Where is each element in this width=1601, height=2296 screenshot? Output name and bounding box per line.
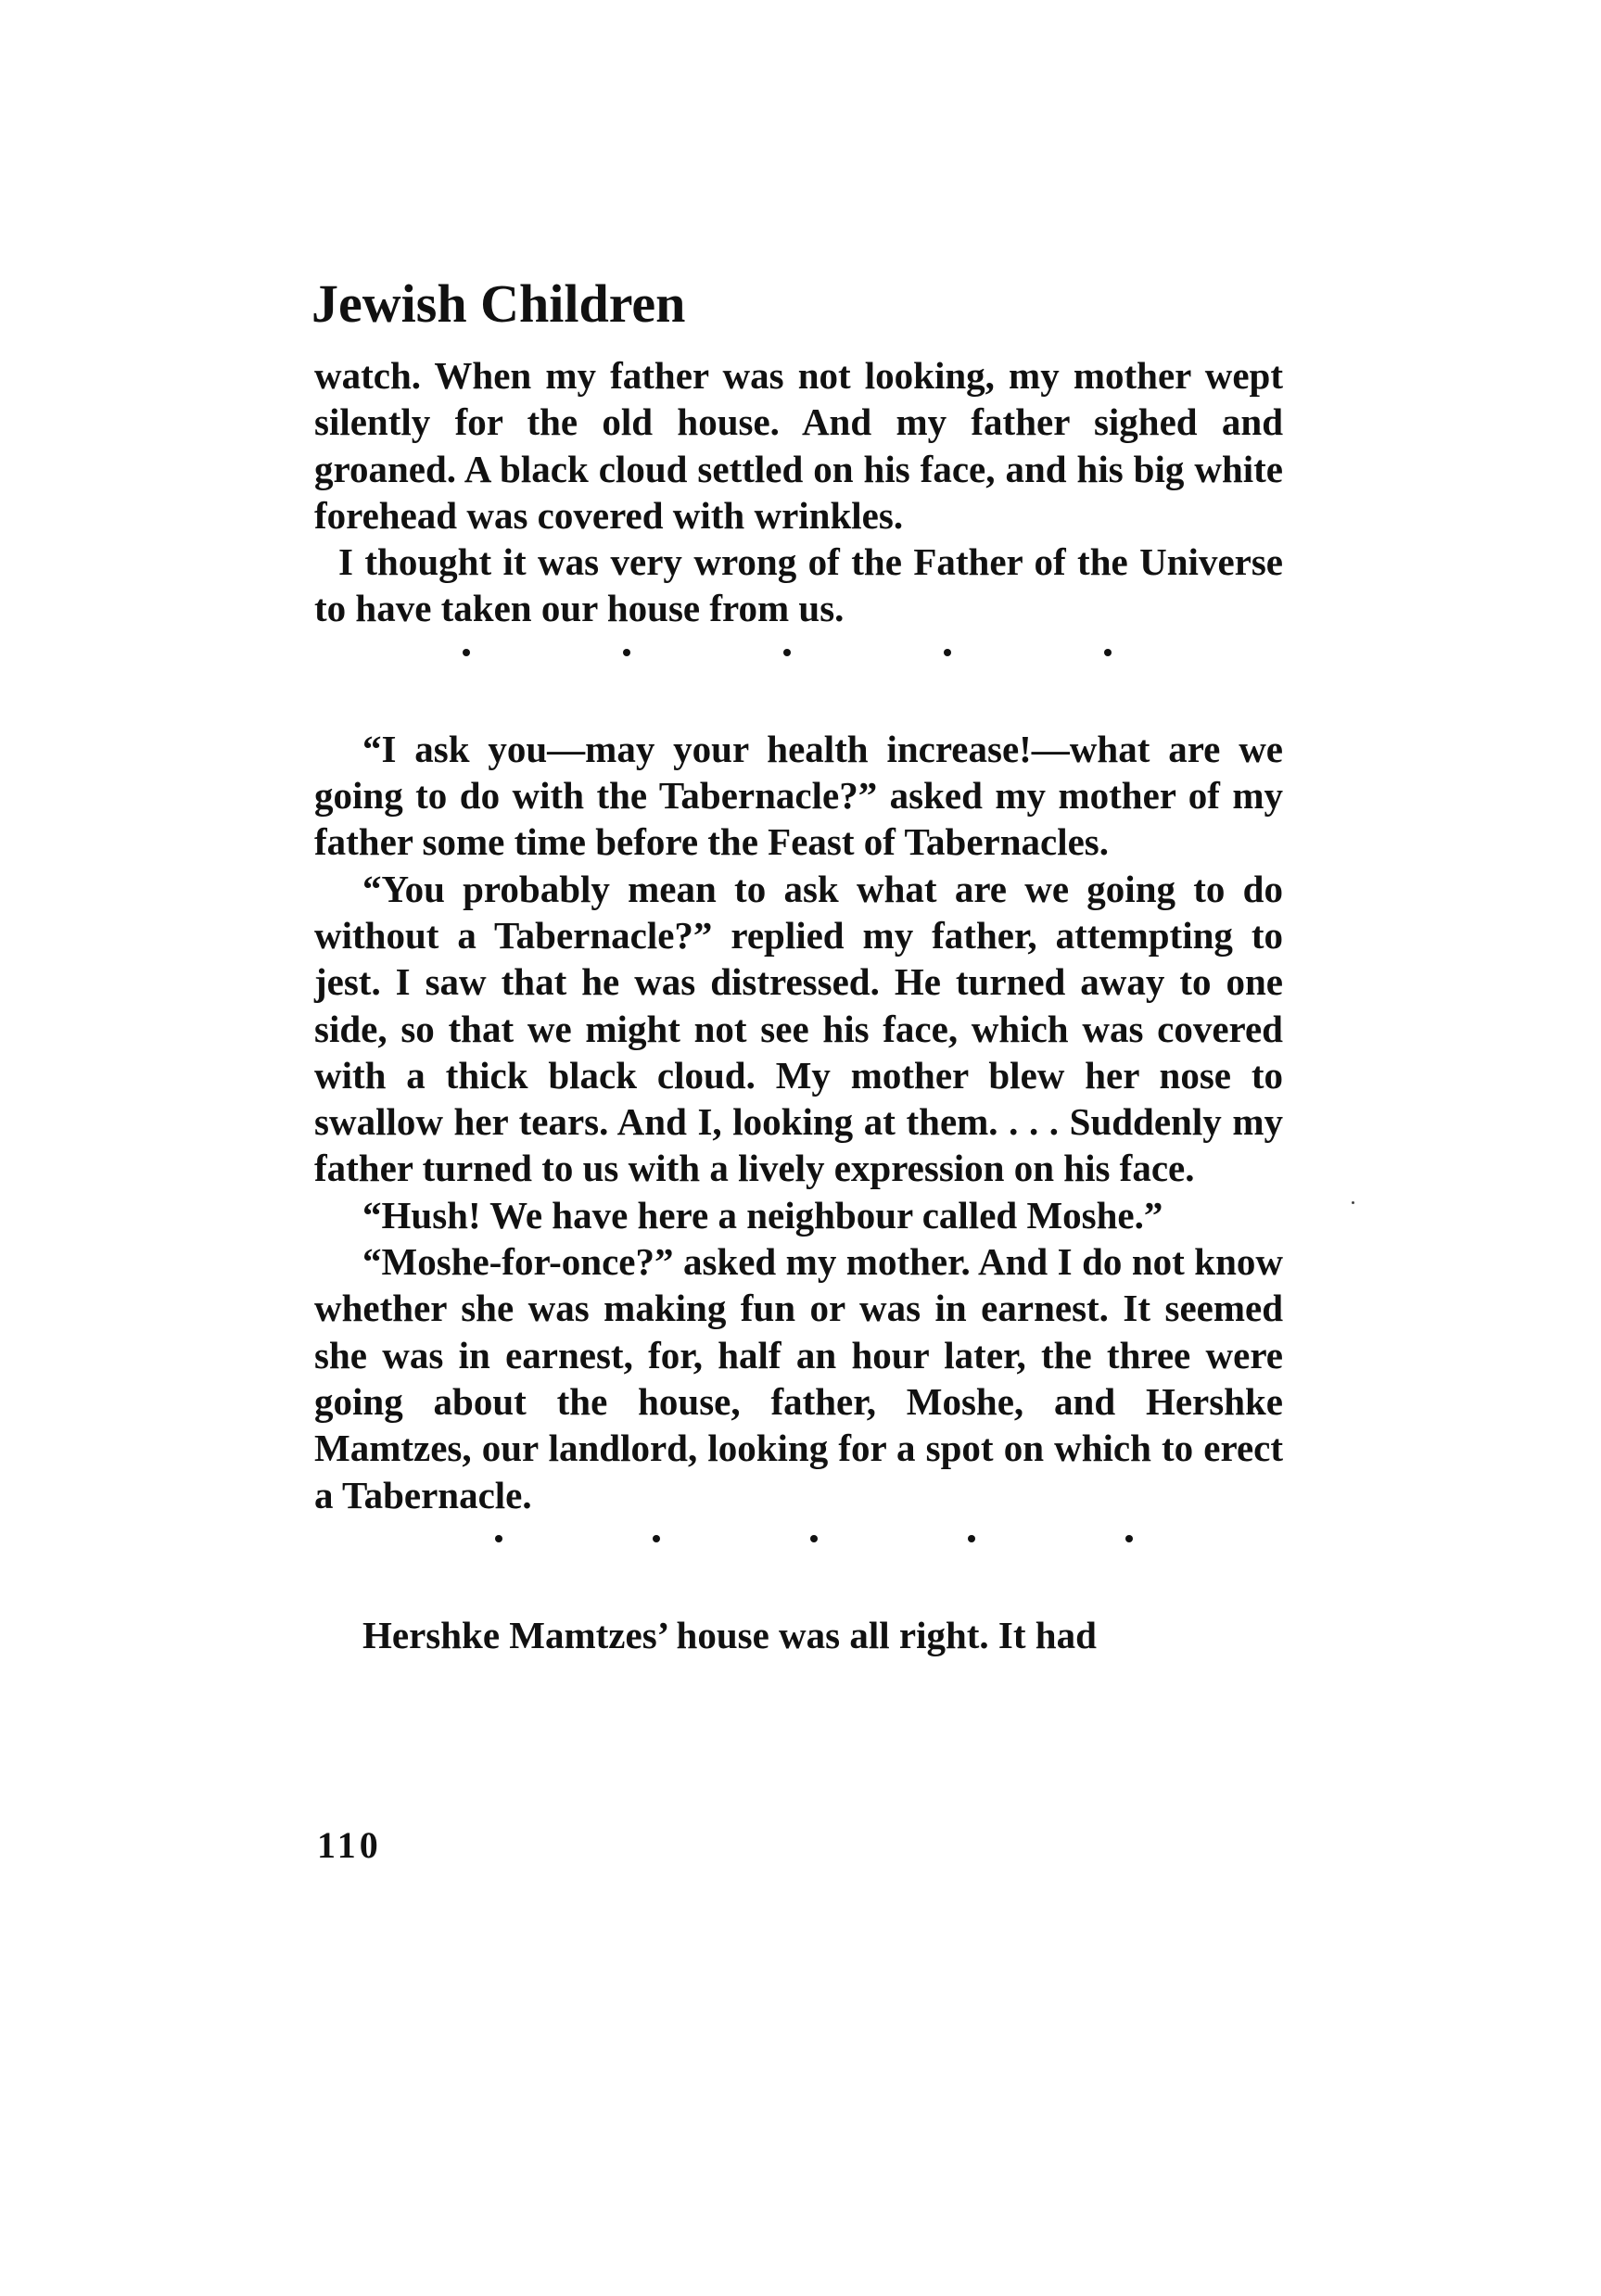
section-break-dot xyxy=(653,1535,660,1542)
paragraph: “You probably mean to ask what are we going to do without a Tabernacle?” replied my father, attempting to jest. I saw that he was distressed. He turned away to one side, so that we might not see his face, which was covered with a thick black cloud. My mother blew her nose to swallow her tears. And I, looking at them. . . . Suddenly my father turned to us with a lively expression on his face. xyxy=(314,867,1283,1190)
section-break-dot xyxy=(783,649,791,656)
paragraph: “Hush! We have here a neighbour called Moshe.” xyxy=(362,1193,1163,1237)
page-number: 110 xyxy=(317,1824,382,1866)
paragraph-continuation: watch. When my father was not looking, my mother wept silently for the old house. And my father sighed and groaned. A black cloud settled on his face, and his big white forehead was covered with wrinkles. xyxy=(314,354,1283,537)
section-break-dot xyxy=(1125,1535,1133,1542)
print-speck xyxy=(1352,1201,1354,1204)
paragraph: “I ask you—may your health increase!—what are we going to do with the Tabernacle?” asked my mother of my father some time before the Feast of Tabernacles. xyxy=(314,727,1283,864)
body-text xyxy=(314,352,1283,1658)
section-break-dot xyxy=(944,649,951,656)
running-head: Jewish Children xyxy=(311,273,686,334)
section-break-dots xyxy=(495,1518,1133,1612)
section-break-dot xyxy=(623,649,630,656)
section-break-dot xyxy=(463,649,470,656)
paragraph: I thought it was very wrong of the Father of the Universe to have taken our house from us. xyxy=(314,540,1283,630)
section-break-dot xyxy=(968,1535,975,1542)
section-break-dots xyxy=(463,632,1112,726)
section-break-dot xyxy=(1104,649,1112,656)
paragraph-last-line: Hershke Mamtzes’ house was all right. It had xyxy=(362,1613,1097,1656)
section-break-dot xyxy=(495,1535,502,1542)
paragraph: “Moshe-for-once?” asked my mother. And I do not know whether she was making fun or was in earnest. It seemed she was in earnest, for, half an hour later, the three were going about the house, father, Moshe, and Hershke Mamtzes, our landlord, looking for a spot on which to erect a Tabernacle. xyxy=(314,1240,1283,1516)
section-break-dot xyxy=(810,1535,818,1542)
